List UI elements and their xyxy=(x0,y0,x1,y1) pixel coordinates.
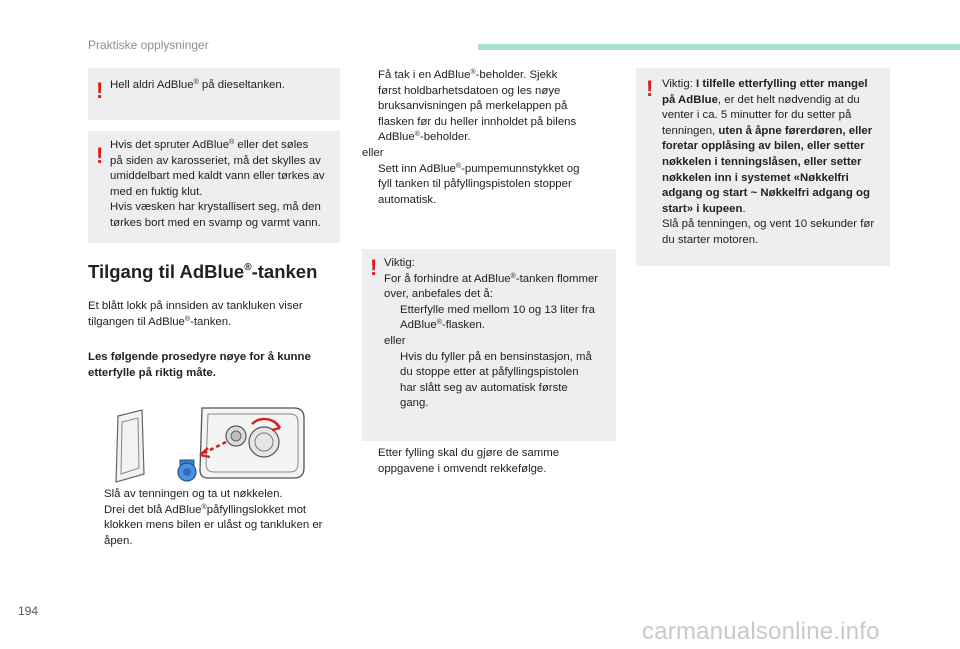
warning-box-spill xyxy=(88,131,340,243)
page-number: 194 xyxy=(18,604,39,618)
warning-text: Hell aldri AdBlue® på dieseltanken. xyxy=(110,79,285,91)
watermark: carmanualsonline.info xyxy=(642,618,880,645)
steps-list-3 xyxy=(362,446,614,477)
running-header-title: Praktiske opplysninger xyxy=(88,38,209,52)
list-item: Sett inn AdBlue®-pumpemunnstykket og fyll tanken til påfyllingspistolen stopper automatisk. xyxy=(378,162,580,206)
warning-text: Viktig: For å forhindre at AdBlue®-tanken flommer over, anbefales det å: xyxy=(384,257,599,301)
warning-box-overflow xyxy=(362,249,616,441)
warning-exclamation-icon: ! xyxy=(370,255,378,280)
list-item: Etter fylling skal du gjøre de samme oppgavene i omvendt rekkefølge. xyxy=(378,447,560,475)
list-item: Hvis du fyller på en bensinstasjon, må du stoppe etter at påfyllingspistolen har slått seg av automatisk første gang. xyxy=(400,350,592,410)
warning-exclamation-icon: ! xyxy=(646,76,654,101)
warning-exclamation-icon: ! xyxy=(96,143,104,168)
intro-paragraph: Et blått lokk på innsiden av tankluken viser tilgangen til AdBlue®-tanken. xyxy=(88,300,303,328)
section-heading: Tilgang til AdBlue®-tanken xyxy=(88,261,318,282)
list-item: Drei det blå AdBlue®påfyllingslokket mot klokken mens bilen er ulåst og tankluken er åpen. xyxy=(104,503,323,547)
fuel-flap-illustration xyxy=(104,402,308,486)
warning-box-diesel xyxy=(88,68,340,120)
header-accent-bar xyxy=(478,44,960,50)
steps-list-1 xyxy=(88,487,344,549)
steps-list-2 xyxy=(362,68,614,208)
or-separator: eller xyxy=(362,146,384,159)
warning-text: Viktig: I tilfelle etterfylling etter mangel på AdBlue, er det helt nødvendig at du venter i ca. 5 minutter for du setter på tenningen, uten å åpne førerdøren, eller foretar opplåsing av bilen, eller setter nøkkelen i tenningslåsen, eller setter nøkkelen inn i systemet «Nøkkelfri adgang og start ~ Nøkkelfri adgang og start» i kupeen. Slå på tenningen, og vent 10 sekunder før du starter motoren. xyxy=(662,78,875,246)
warning-text: Hvis det spruter AdBlue® eller det søles på siden av karosseriet, må det skylles av umiddelbart med kaldt vann eller tørkes av med en fuktig klut. Hvis væsken har krystallisert seg, må den tørkes bort med en svamp og varmt vann. xyxy=(110,139,325,229)
warning-exclamation-icon: ! xyxy=(96,78,104,103)
list-item: Få tak i en AdBlue®-beholder. Sjekk først holdbarhetsdatoen og les nøye bruksanvisningen på merkelappen på flasken før du heller innholdet på bilens AdBlue®-beholder. xyxy=(378,69,577,144)
list-item: Slå av tenningen og ta ut nøkkelen. xyxy=(104,488,283,500)
or-separator: eller xyxy=(384,334,406,347)
warning-box-empty-tank xyxy=(636,68,890,266)
procedure-intro: Les følgende prosedyre nøye for å kunne etterfylle på riktig måte. xyxy=(88,351,311,379)
list-item: Etterfylle med mellom 10 og 13 liter fra AdBlue®-flasken. xyxy=(400,303,595,332)
